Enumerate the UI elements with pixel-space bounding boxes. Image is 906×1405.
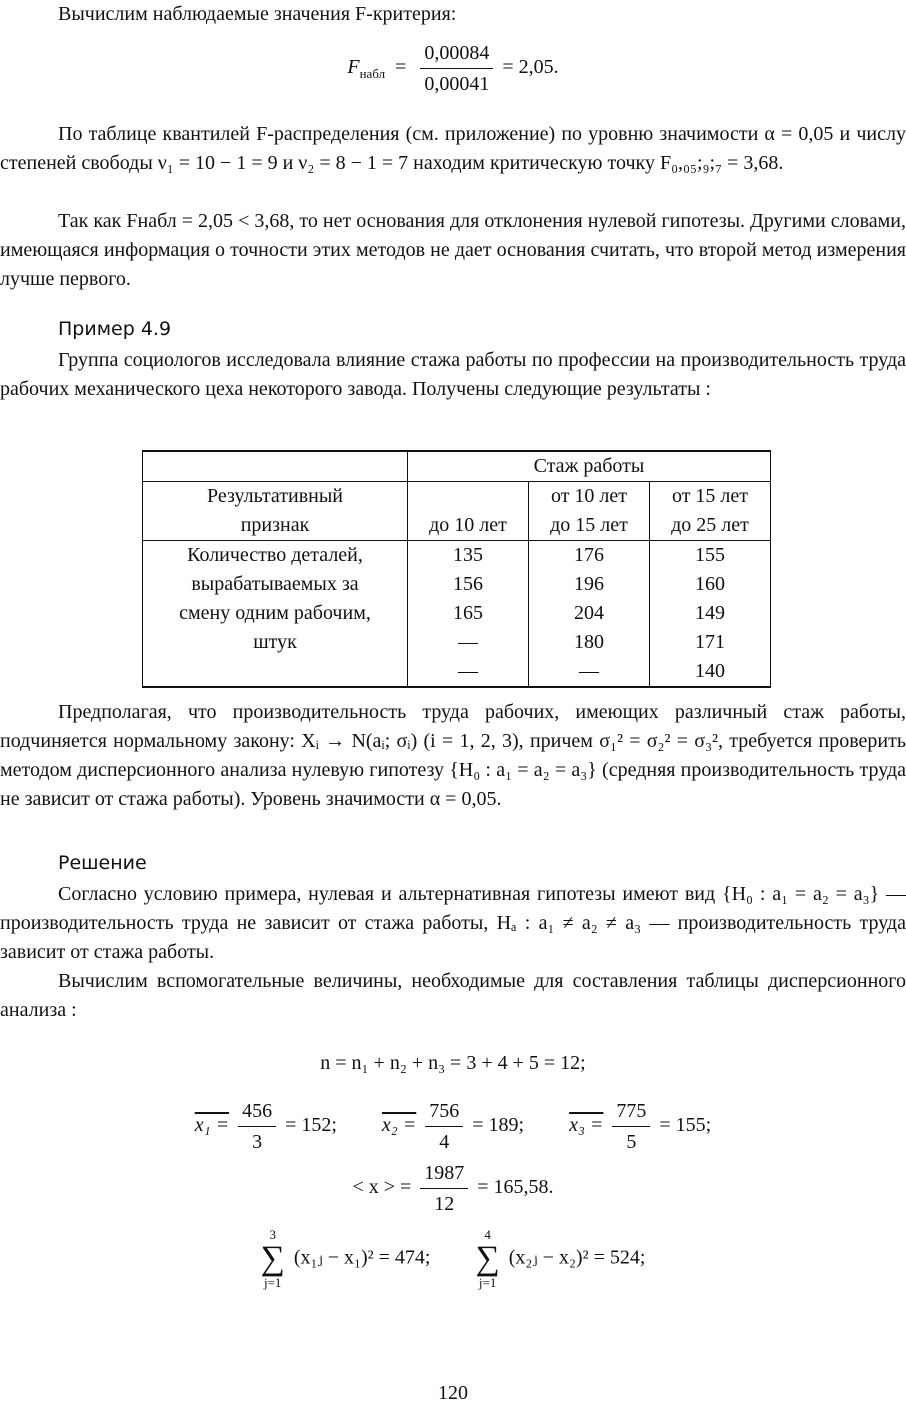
equation-n: n = n₁ + n₂ + n₃ = 3 + 4 + 5 = 12;	[320, 1052, 586, 1074]
results-table	[142, 450, 771, 688]
sum-symbol: 4 ∑ j=1	[475, 1227, 500, 1290]
paragraph-quantile: По таблице квантилей F-распределения (см. приложение) по уровню значимости α = 0,05 и числу степеней свободы ν₁ = 10 − 1 = 9 и ν₂ = 8 − 1 = 7 находим критическую точку F₀,₀₅;₉;₇ = 3,68.	[0, 123, 906, 174]
solution-heading: Решение	[58, 852, 147, 874]
sum-symbol: 3 ∑ j=1	[260, 1227, 285, 1290]
col3-header-line2: до 25 лет	[650, 511, 771, 541]
example-heading: Пример 4.9	[58, 318, 172, 340]
mean-1: x₁ = $\frac{456}{3}$ = 152;	[194, 1100, 337, 1153]
equation-grand-mean: < x > = $\frac{1987}{12}$ = 165,58.	[352, 1162, 554, 1215]
equation-means	[0, 1098, 906, 1155]
paragraph-auxiliary: Вычислим вспомогательные величины, необходимые для составления таблицы дисперсионного анализа :	[0, 970, 906, 1021]
table-corner	[143, 451, 408, 482]
table-row: — — 140	[143, 657, 771, 687]
f-observed-equation: $F_{набл}$ = $\frac{0,00084}{0,00041}$ = 2,05.	[347, 42, 559, 95]
table-group-header: Стаж работы	[408, 451, 771, 482]
paragraph-conclusion: Так как Fнабл = 2,05 < 3,68, то нет основания для отклонения нулевой гипотезы. Другими словами, имеющаяся информация о точности этих методов не дает основания считать, что второй метод измерения лучше первого.	[0, 210, 906, 290]
page-number: 120	[438, 1382, 468, 1404]
paragraph-example: Группа социологов исследовала влияние стажа работы по профессии на производительность труда рабочих механического цеха некоторого завода. Получены следующие результаты :	[0, 349, 906, 400]
table-row: смену одним рабочим, 165 204 149	[143, 599, 771, 628]
paragraph-assumption: Предполагая, что производительность труда рабочих, имеющих различный стаж работы, подчиняется нормальному закону: Xᵢ → N(aᵢ; σᵢ) (i = 1, 2, 3), причем σ₁² = σ₂² = σ₃², требуется проверить методом дисперсионного анализа нулевую гипотезу {H₀ : a₁ = a₂ = a₃} (средняя производительность труда не зависит от стажа работы). Уровень значимости α = 0,05.	[0, 701, 906, 810]
paragraph-solution: Согласно условию примера, нулевая и альтернативная гипотезы имеют вид {H₀ : a₁ = a₂ = a₃} — производительность труда не зависит от стажа работы, Hₐ : a₁ ≠ a₂ ≠ a₃ — производительность труда зависит от стажа работы.	[0, 883, 906, 963]
equation-sums: 3 ∑ j=1 (x₁ⱼ − x₁)² = 474; 4 ∑ j=1 (x₂ⱼ − x₂)² = 524;	[260, 1227, 646, 1290]
row-header-line2: признак	[143, 511, 408, 541]
mean-3: x₃ = $\frac{775}{5}$ = 155;	[569, 1100, 712, 1153]
col1-header: до 10 лет	[408, 511, 529, 541]
table-row: вырабатываемых за 156 196 160	[143, 570, 771, 599]
col2-header-line2: до 15 лет	[529, 511, 650, 541]
mean-2: x₂ = $\frac{756}{4}$ = 189;	[381, 1100, 525, 1153]
table-row: Количество деталей, 135 176 155	[143, 541, 771, 571]
col2-header-line1: от 10 лет	[529, 482, 650, 512]
col3-header-line1: от 15 лет	[650, 482, 771, 512]
row-header-line1: Результативный	[143, 482, 408, 512]
table-row: штук — 180 171	[143, 628, 771, 657]
intro-line: Вычислим наблюдаемые значения F-критерия:	[58, 3, 457, 25]
